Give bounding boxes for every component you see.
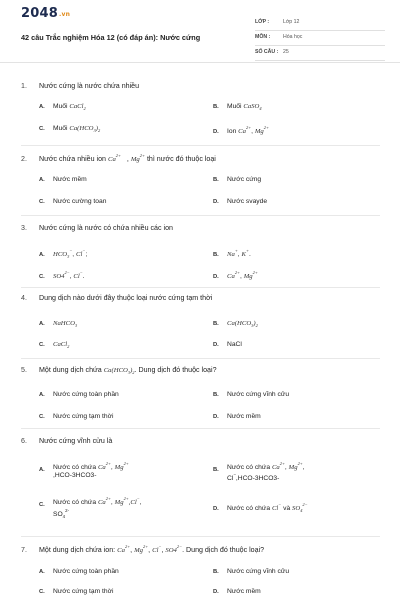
meta-row-count: SỐ CÂU : 25 [255,46,385,61]
answer-option-d[interactable]: D. Nước svayde [213,198,268,205]
question-2 [21,153,380,213]
question-stem: 5. Một dung dịch chứa $Ca(HCO_3)_2$. Dung dịch đó thuộc loại? [21,366,217,375]
answer-option-c[interactable]: C. CaCl$_2$ [39,341,70,349]
answer-option-d[interactable]: D. Nước mềm [213,413,261,420]
answer-option-b[interactable]: B. Nước cứng vĩnh cửu [213,568,290,575]
answer-option-c[interactable]: C. Nước cứng tạm thời [39,413,114,420]
answer-option-c[interactable]: C. Muối $Ca(HCO_3)_2$ [39,125,101,133]
answer-option-c[interactable]: C. $SO4^{2-}$, Cl−. [39,270,85,280]
question-3 [21,224,380,284]
answer-option-d[interactable]: D. Ion $Ca^{2+}$, $Mg^{2+}$ [213,125,269,135]
question-stem: 2. Nước chứa nhiều ion $Ca^{2+}$ , $Mg^{2+}$ thì nước đó thuộc loại [21,153,216,163]
meta-row-subject: MÔN : Hóa học [255,31,385,46]
answer-option-d[interactable]: D. Nước có chứa Cl− và $SO_4^{2-}$ [213,502,308,513]
question-stem: 3. Nước cứng là nước có chứa nhiều các ion [21,224,173,232]
page-header [0,0,400,63]
divider [21,358,380,359]
answer-option-a[interactable]: A. Muối CaCl$_2$ [39,103,86,111]
divider [21,215,380,216]
divider [21,428,380,429]
site-logo[interactable]: 2048.vn [21,6,71,21]
question-6: 6. Nước cứng vĩnh cửu là A. Nước có chứa $Ca^{2+}$, $Mg^{2+}$ ,HCO-3HCO3- B. Nước có chứa $Ca^{2+}$, $Mg^{2+}$, Cl−,HCO-3HCO3- C. Nước có chứa $Ca^{2+}$, $Mg^{2+},Cl^-$, $SO_4^{2-}$ D. Nước có chứa Cl− và $SO_4^{2-}$ [21,437,308,519]
answer-option-a[interactable]: A. Nước cứng toàn phần [39,568,119,575]
question-1 [21,82,380,142]
divider [21,287,380,288]
answer-option-d[interactable]: D. NaCl [213,341,242,348]
question-stem: 4. Dung dịch nào dưới đây thuộc loại nước cứng tạm thời [21,294,213,302]
answer-option-a[interactable]: A. NaHCO$_3$ [39,320,78,328]
page-title: 42 câu Trắc nghiệm Hóa 12 (có đáp án): Nước cứng [21,33,201,42]
meta-row-class: LỚP : Lớp 12 [255,16,385,31]
divider [21,536,380,537]
answer-option-d[interactable]: D. Nước mềm [213,588,261,595]
meta-info [255,16,385,61]
question-stem: 1. Nước cứng là nước chứa nhiều [21,82,140,90]
answer-option-a[interactable]: A. Nước mềm [39,176,87,183]
answer-option-a[interactable]: A. $HCO_3^-$, Cl−; [39,248,88,259]
question-stem: 7. Một dung dịch chứa ion: $Ca^{2+}$, $Mg^{2+}$, Cl−, $SO4^{2-}$. Dung dịch đó thuộc loại? [21,544,265,554]
answer-option-b[interactable]: B. Na+, K+. [213,248,251,258]
answer-option-d[interactable]: D. $Ca^{2+}$, $Mg^{2+}$ [213,270,258,280]
answer-option-b[interactable]: B. Nước cứng vĩnh cửu [213,391,290,398]
question-4 [21,294,380,354]
divider [21,145,380,146]
question-stem: 6. Nước cứng vĩnh cửu là [21,437,113,445]
answer-option-b[interactable]: B. Nước cứng [213,176,262,183]
answer-option-b[interactable]: B. $Ca(HCO_3)_2$ [213,320,258,328]
question-7 [21,544,380,600]
answer-option-c[interactable]: C. Nước cường toan [39,198,107,205]
answer-option-a[interactable]: A. Nước cứng toàn phần [39,391,119,398]
answer-option-b[interactable]: B. Muối CaSO$_4$ [213,103,262,111]
question-5 [21,366,380,426]
answer-option-c[interactable]: C. Nước cứng tạm thời [39,588,114,595]
